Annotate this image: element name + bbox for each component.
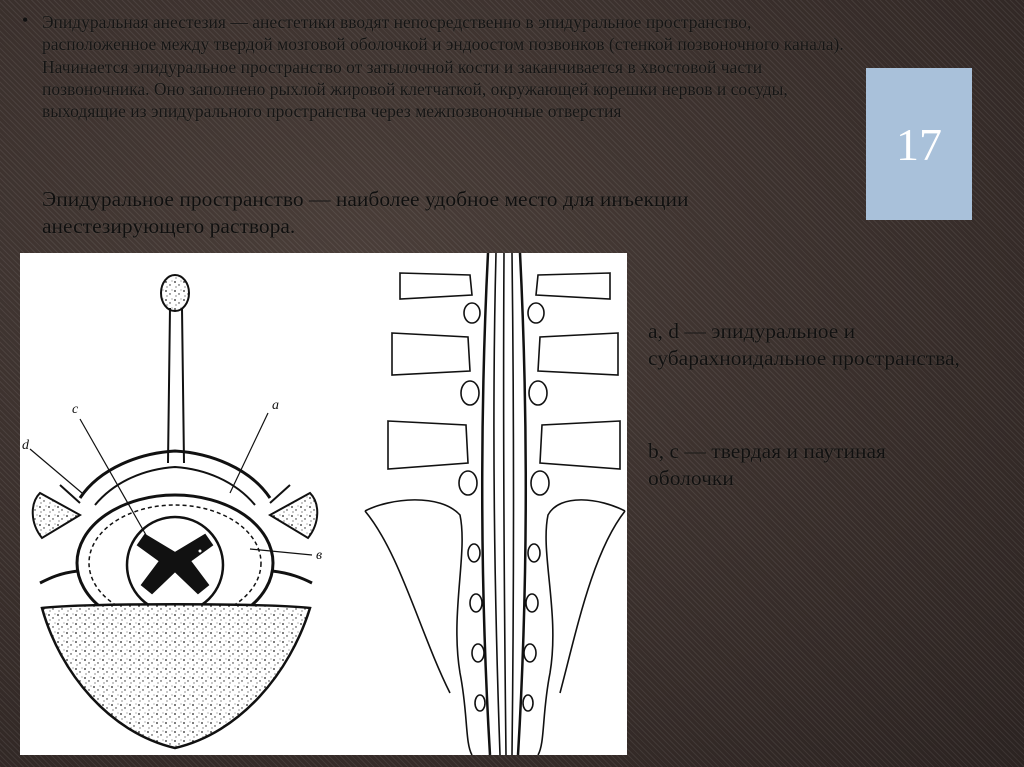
label-c: c [72, 402, 79, 417]
page-number: 17 [896, 118, 942, 170]
label-d: d [22, 438, 29, 453]
caption-epidural-subarachnoid: a, d — эпидуральное и субарахноидальное пространства, [648, 319, 960, 370]
lead-paragraph: Эпидуральное пространство — наиболее удобное место для инъекции анестезирующего раствора. [42, 187, 689, 238]
bullet-marker: • [22, 10, 29, 30]
anatomy-drawing [20, 253, 627, 755]
anatomy-figure [20, 253, 627, 755]
vertebra-cross-section [33, 275, 318, 748]
page-number-box [866, 68, 972, 220]
caption-dura-arachnoid: b, c — твердая и паутиная оболочки [648, 439, 886, 490]
spine-posterior-view [365, 253, 625, 755]
label-leaders [30, 413, 312, 555]
bullet-text: Эпидуральная анестезия — анестетики вводят непосредственно в эпидуральное пространство, расположенное между твердой мозговой оболочкой и эндоостом позвонков (стенкой позвоночного канала). Начинается эпидуральное пространство от затылочной кости и заканчивается в хвостовой части позвоночника. Оно заполнено рыхлой жировой клетчаткой, окружающей корешки нервов и сосуды, выходящие из эпидурального пространства через межпозвоночные отверстия [42, 12, 844, 122]
label-b: в [316, 548, 323, 563]
label-a: a [272, 398, 279, 413]
